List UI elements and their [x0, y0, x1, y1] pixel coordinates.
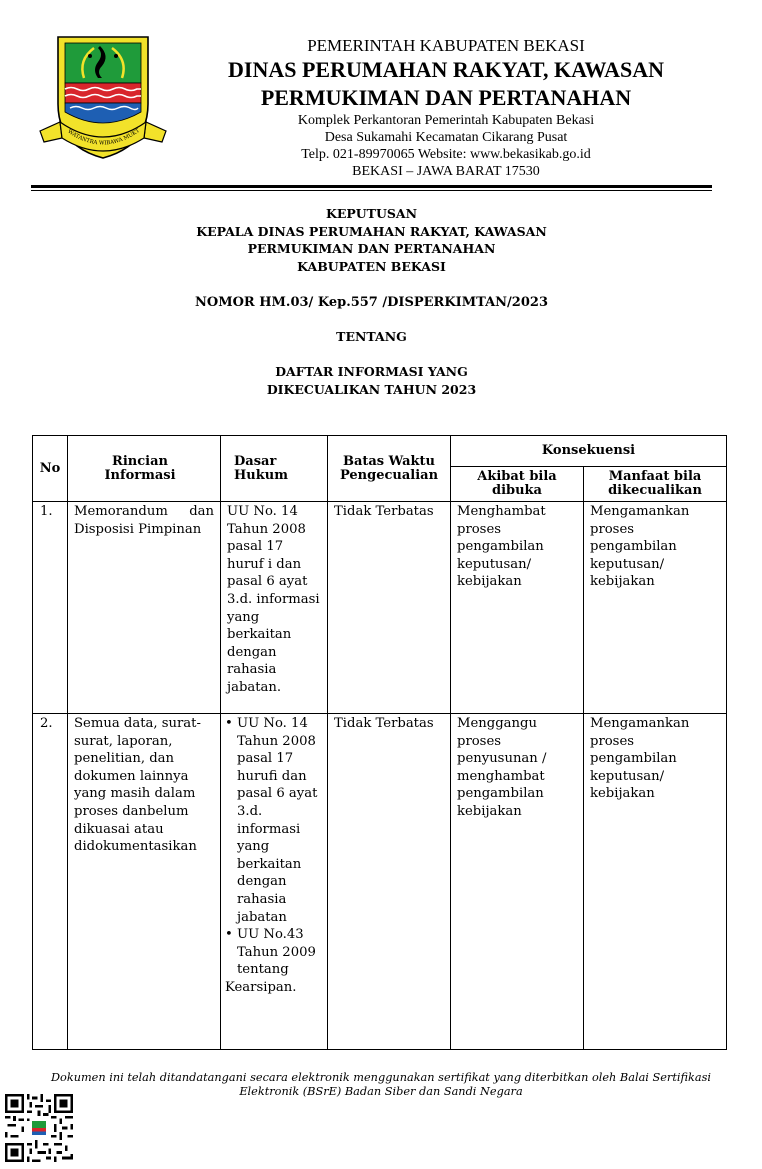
legal-basis-item: • UU No. 14 Tahun 2008 pasal 17 hurufi dan pasal 6 ayat 3.d. informasi yang berkaitan dengan rahasia jabatan [225, 715, 321, 926]
row-dasar-hukum: UU No. 14 Tahun 2008 pasal 17 huruf i dan pasal 6 ayat 3.d. informasi yang berkaitan dengan rahasia jabatan. [221, 502, 328, 714]
kabupaten-bekasi-emblem [38, 34, 168, 160]
row-rincian: Semua data, surat-surat, laporan, penelitian, dan dokumen lainnya yang masih dalam proses danbelum dikuasai atau didokumentasikan [68, 714, 221, 1050]
row-batas-waktu: Tidak Terbatas [328, 714, 451, 1050]
header-batas-waktu: Batas Waktu Pengecualian [328, 436, 451, 502]
decree-issuer-line1: KEPALA DINAS PERUMAHAN RAKYAT, KAWASAN [196, 224, 547, 239]
esignature-notice [20, 1071, 742, 1099]
decree-issuer-line3: KABUPATEN BEKASI [297, 259, 446, 274]
header-akibat-bila-dibuka: Akibat bila dibuka [451, 467, 584, 502]
row-batas-waktu: Tidak Terbatas [328, 502, 451, 714]
row-rincian: Memorandum dan Disposisi Pimpinan [68, 502, 221, 714]
decree-subject-line2: DIKECUALIKAN TAHUN 2023 [266, 382, 477, 397]
row-manfaat: Mengamankan proses pengambilan keputusan/ kebijakan [584, 714, 727, 1050]
exempted-information-table [32, 435, 727, 1050]
legal-basis-tail: Kearsipan. [225, 979, 297, 995]
table-row [33, 714, 727, 1050]
header-konsekuensi: Konsekuensi [451, 436, 727, 467]
letterhead-government: PEMERINTAH KABUPATEN BEKASI [307, 36, 585, 55]
decree-title: KEPUTUSAN [325, 206, 418, 221]
emblem-motto: WATANTRA WIBAWA MUKT [66, 127, 141, 147]
row-manfaat: Mengamankan proses pengambilan keputusan/ kebijakan [584, 502, 727, 714]
header-no: No [33, 436, 68, 502]
row-akibat: Menghambat proses pengambilan keputusan/ kebijakan [451, 502, 584, 714]
row-number: 2. [33, 714, 68, 1050]
header-rincian-informasi: Rincian Informasi [68, 436, 221, 502]
letterhead-agency-line2: PERMUKIMAN DAN PERTANAHAN [260, 85, 632, 110]
letterhead-address-line2: Desa Sukamahi Kecamatan Cikarang Pusat [324, 130, 568, 145]
decree-subject-line1: DAFTAR INFORMASI YANG [275, 364, 468, 379]
letterhead-divider-thin [31, 190, 712, 191]
esignature-notice-line1: Dokumen ini telah ditandatangani secara elektronik menggunakan sertifikat yang diterbitkan oleh Balai Sertifikasi [50, 1071, 712, 1084]
letterhead-address-line1: Komplek Perkantoran Pemerintah Kabupaten Bekasi [297, 113, 595, 128]
letterhead-divider-thick [31, 185, 712, 188]
decree-about-label: TENTANG [336, 329, 407, 344]
letterhead-city: BEKASI – JAWA BARAT 17530 [352, 164, 540, 179]
letterhead-contact: Telp. 021-89970065 Website: www.bekasikab.go.id [301, 147, 591, 162]
row-akibat: Menggangu proses penyusunan / menghambat pengambilan kebijakan [451, 714, 584, 1050]
legal-basis-item: • UU No.43 Tahun 2009 tentang [225, 926, 321, 979]
decree-number: NOMOR HM.03/ Kep.557 /DISPERKIMTAN/2023 [195, 295, 548, 310]
esignature-notice-line2: Elektronik (BSrE) Badan Siber dan Sandi Negara [239, 1085, 523, 1098]
qr-code-icon [5, 1094, 73, 1162]
letterhead-agency-line1: DINAS PERUMAHAN RAKYAT, KAWASAN [228, 57, 664, 82]
header-dasar-hukum: Dasar Hukum [221, 436, 328, 502]
decree-issuer-line2: PERMUKIMAN DAN PERTANAHAN [247, 241, 496, 256]
table-row [33, 502, 727, 714]
row-dasar-hukum [221, 714, 328, 1050]
row-number: 1. [33, 502, 68, 714]
header-manfaat-bila-dikecualikan: Manfaat bila dikecualikan [584, 467, 727, 502]
